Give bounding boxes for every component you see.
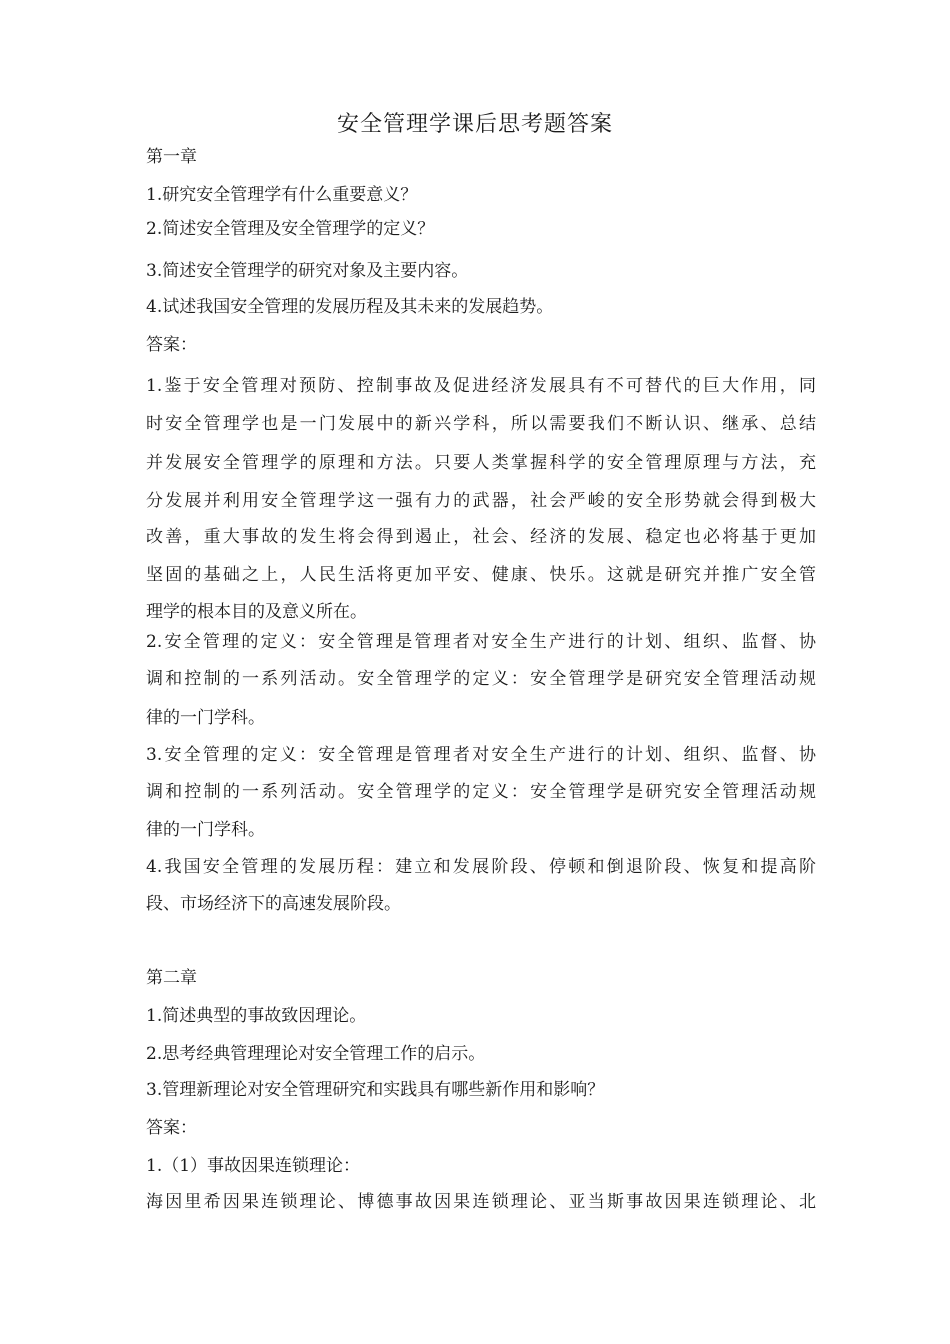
chapter-1-heading: 第一章 (146, 147, 197, 167)
chapter-2-answer-label: 答案： (146, 1118, 197, 1138)
chapter-2-heading: 第二章 (146, 968, 197, 988)
chapter-1-question-4: 4.试述我国安全管理的发展历程及其未来的发展趋势。 (146, 297, 554, 317)
chapter-1-answer-label: 答案： (146, 335, 197, 355)
chapter-2-answer-1-line: 海因里希因果连锁理论、博德事故因果连锁理论、亚当斯事故因果连锁理论、北 (146, 1192, 816, 1212)
chapter-1-answer-1-line: 理学的根本目的及意义所在。 (146, 602, 367, 622)
chapter-1-answer-1-line: 改善，重大事故的发生将会得到遏止，社会、经济的发展、稳定也必将基于更加 (146, 527, 816, 547)
chapter-2-question-3: 3.管理新理论对安全管理研究和实践具有哪些新作用和影响？ (146, 1080, 605, 1100)
chapter-1-answer-1-line: 分发展并利用安全管理学这一强有力的武器，社会严峻的安全形势就会得到极大 (146, 491, 816, 511)
chapter-1-question-2: 2.简述安全管理及安全管理学的定义？ (146, 219, 435, 239)
chapter-1-question-3: 3.简述安全管理学的研究对象及主要内容。 (146, 261, 469, 281)
chapter-2-question-2: 2.思考经典管理理论对安全管理工作的启示。 (146, 1044, 486, 1064)
chapter-1-answer-3-line: 调和控制的一系列活动。安全管理学的定义：安全管理学是研究安全管理活动规 (146, 782, 816, 802)
chapter-1-answer-2-line: 2.安全管理的定义：安全管理是管理者对安全生产进行的计划、组织、监督、协 (146, 632, 816, 652)
chapter-1-answer-2-line: 调和控制的一系列活动。安全管理学的定义：安全管理学是研究安全管理活动规 (146, 669, 816, 689)
chapter-1-answer-2-line: 律的一门学科。 (146, 708, 265, 728)
chapter-2-answer-1-heading: 1.（1）事故因果连锁理论： (146, 1156, 361, 1176)
chapter-1-answer-3-line: 3.安全管理的定义：安全管理是管理者对安全生产进行的计划、组织、监督、协 (146, 745, 816, 765)
chapter-1-answer-1-line: 坚固的基础之上，人民生活将更加平安、健康、快乐。这就是研究并推广安全管 (146, 565, 816, 585)
chapter-1-answer-1-line: 时安全管理学也是一门发展中的新兴学科，所以需要我们不断认识、继承、总结 (146, 414, 816, 434)
chapter-1-answer-3-line: 律的一门学科。 (146, 820, 265, 840)
chapter-1-answer-1-line: 1.鉴于安全管理对预防、控制事故及促进经济发展具有不可替代的巨大作用，同 (146, 376, 816, 396)
chapter-1-answer-4-line: 段、市场经济下的高速发展阶段。 (146, 894, 401, 914)
document-title: 安全管理学课后思考题答案 (336, 112, 613, 137)
chapter-2-question-1: 1.简述典型的事故致因理论。 (146, 1006, 367, 1026)
chapter-1-answer-4-line: 4.我国安全管理的发展历程：建立和发展阶段、停顿和倒退阶段、恢复和提高阶 (146, 857, 816, 877)
chapter-1-answer-1-line: 并发展安全管理学的原理和方法。只要人类掌握科学的安全管理原理与方法，充 (146, 453, 816, 473)
chapter-1-question-1: 1.研究安全管理学有什么重要意义？ (146, 185, 418, 205)
